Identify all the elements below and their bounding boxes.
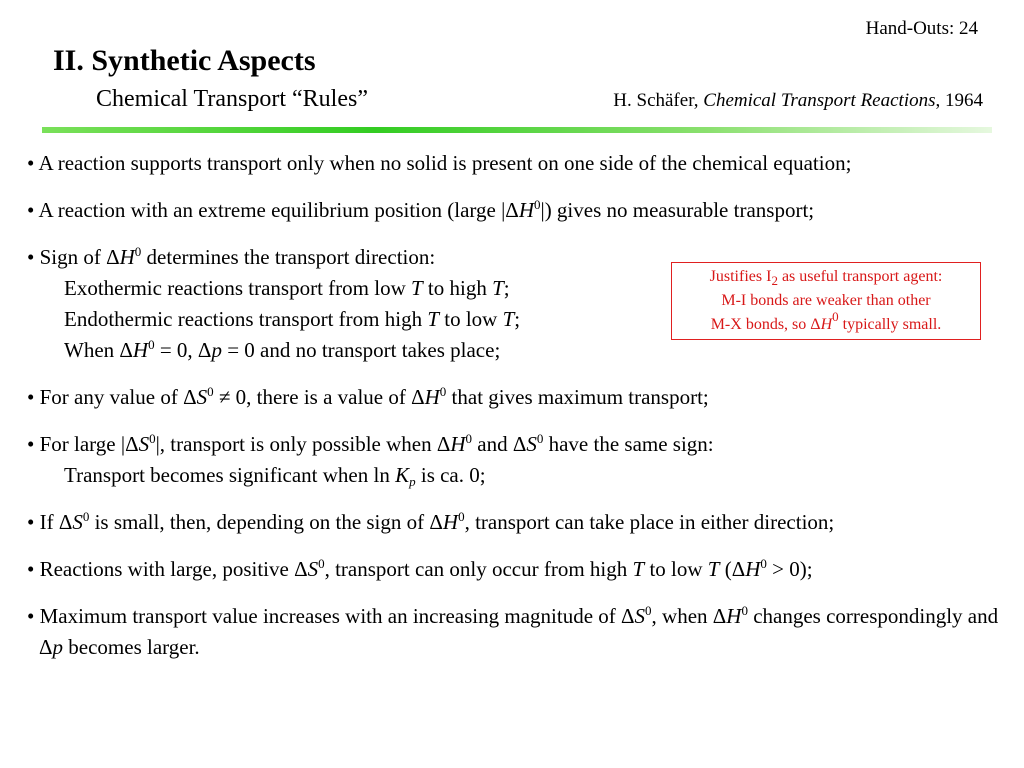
var: S [634,604,646,628]
sup: 0 [458,509,465,524]
text: |) gives no measurable transport; [540,198,815,222]
bullet-3-line-2 [27,304,1002,335]
sup: 0 [149,431,156,446]
text: is ca. 0; [415,463,486,487]
var: H [745,557,761,581]
sup: 0 [148,337,155,352]
text: and Δ [472,432,527,456]
text: , transport can take place in either direction; [464,510,835,534]
bullet-3-line-1 [27,273,1002,304]
bullet-6 [27,507,1002,538]
text: > 0); [766,557,813,581]
text: Endothermic reactions transport from high [64,307,428,331]
bullet-5 [27,429,1002,491]
text: ≠ 0, there is a value of Δ [213,385,425,409]
text: ; [503,276,510,300]
var: T [410,276,423,300]
var: H [442,510,459,534]
bullet-3-line-3 [27,335,1002,366]
var: p [52,635,64,659]
text: determines the transport direction: [141,245,436,269]
sup: 0 [645,603,652,618]
text: have the same sign: [543,432,714,456]
sup: 0 [741,603,748,618]
var: H [518,198,534,222]
var: H [132,338,149,362]
bullet-8 [27,601,1002,663]
sup: 0 [134,244,142,259]
text: changes correspondingly and Δ [39,604,999,659]
text: = 0, Δ [154,338,212,362]
bullet-4 [27,382,1002,413]
text: • For large |Δ [27,432,139,456]
text: ; [514,307,521,331]
note-sup: 0 [832,309,839,324]
var: T [427,307,440,331]
var: H [450,432,466,456]
text: , transport can only occur from high [324,557,633,581]
note-text: Justifies I [709,268,772,285]
text: • Sign of Δ [27,245,120,269]
handouts-label: Hand-Outs: 24 [865,18,978,39]
var: T [707,557,720,581]
var: S [138,432,150,456]
bullet-2 [27,195,1002,226]
rules-list [27,148,1002,679]
var: H [119,245,135,269]
var: p [211,338,222,362]
text: to high [422,276,493,300]
var: H [726,604,742,628]
bullet-5-line-1 [27,460,1002,491]
var: S [526,432,537,456]
text: • A reaction with an extreme equilibrium position (large |Δ [27,198,519,222]
note-line-2: M-I bonds are weaker than other [721,292,931,309]
text: • If Δ [27,510,73,534]
var: T [492,276,504,300]
sup: 0 [760,556,767,571]
text: (Δ [719,557,746,581]
sup: 0 [533,197,541,212]
sup: 0 [207,384,214,399]
bullet-5-head [27,429,1002,460]
text: When Δ [64,338,133,362]
text: that gives maximum transport; [446,385,709,409]
text: is small, then, depending on the sign of Δ [89,510,443,534]
sub: p [409,474,416,489]
text: • Maximum transport value increases with an increasing magnitude of Δ [27,604,635,628]
text: to low [439,307,503,331]
page-subtitle: Chemical Transport “Rules” [96,86,368,112]
var: S [307,557,319,581]
note-text: typically small. [838,316,942,333]
text: |, transport is only possible when Δ [155,432,451,456]
var: S [196,385,208,409]
var: T [632,557,645,581]
ref-book: Chemical Transport Reactions [703,90,936,111]
var: T [502,307,515,331]
note-text: M-X bonds, so Δ [710,316,821,333]
note-sub: 2 [771,273,778,288]
bullet-1: • A reaction supports transport only when no solid is present on one side of the chemical equation; [27,151,852,175]
text: • Reactions with large, positive Δ [27,557,308,581]
title-divider [42,127,992,133]
var: K [395,463,410,487]
sup: 0 [465,431,473,446]
text: to low [644,557,708,581]
sup: 0 [82,509,90,524]
note-var: H [820,316,833,333]
sup: 0 [439,384,447,399]
ref-author: H. Schäfer, [613,90,704,111]
bullet-3 [27,242,1002,366]
page-title: II. Synthetic Aspects [53,44,316,77]
bullet-3-head [27,242,1002,273]
var: S [72,510,83,534]
sup: 0 [536,431,544,446]
note-text: as useful transport agent: [777,268,943,285]
text: becomes larger. [63,635,200,659]
text: Transport becomes significant when ln [64,463,396,487]
text: Exothermic reactions transport from low [64,276,411,300]
text: , when Δ [651,604,727,628]
bullet-7 [27,554,1002,585]
reference [613,90,983,112]
text: = 0 and no transport takes place; [221,338,501,362]
sup: 0 [318,556,325,571]
ref-year: , 1964 [935,90,983,111]
text: • For any value of Δ [27,385,197,409]
var: H [424,385,440,409]
